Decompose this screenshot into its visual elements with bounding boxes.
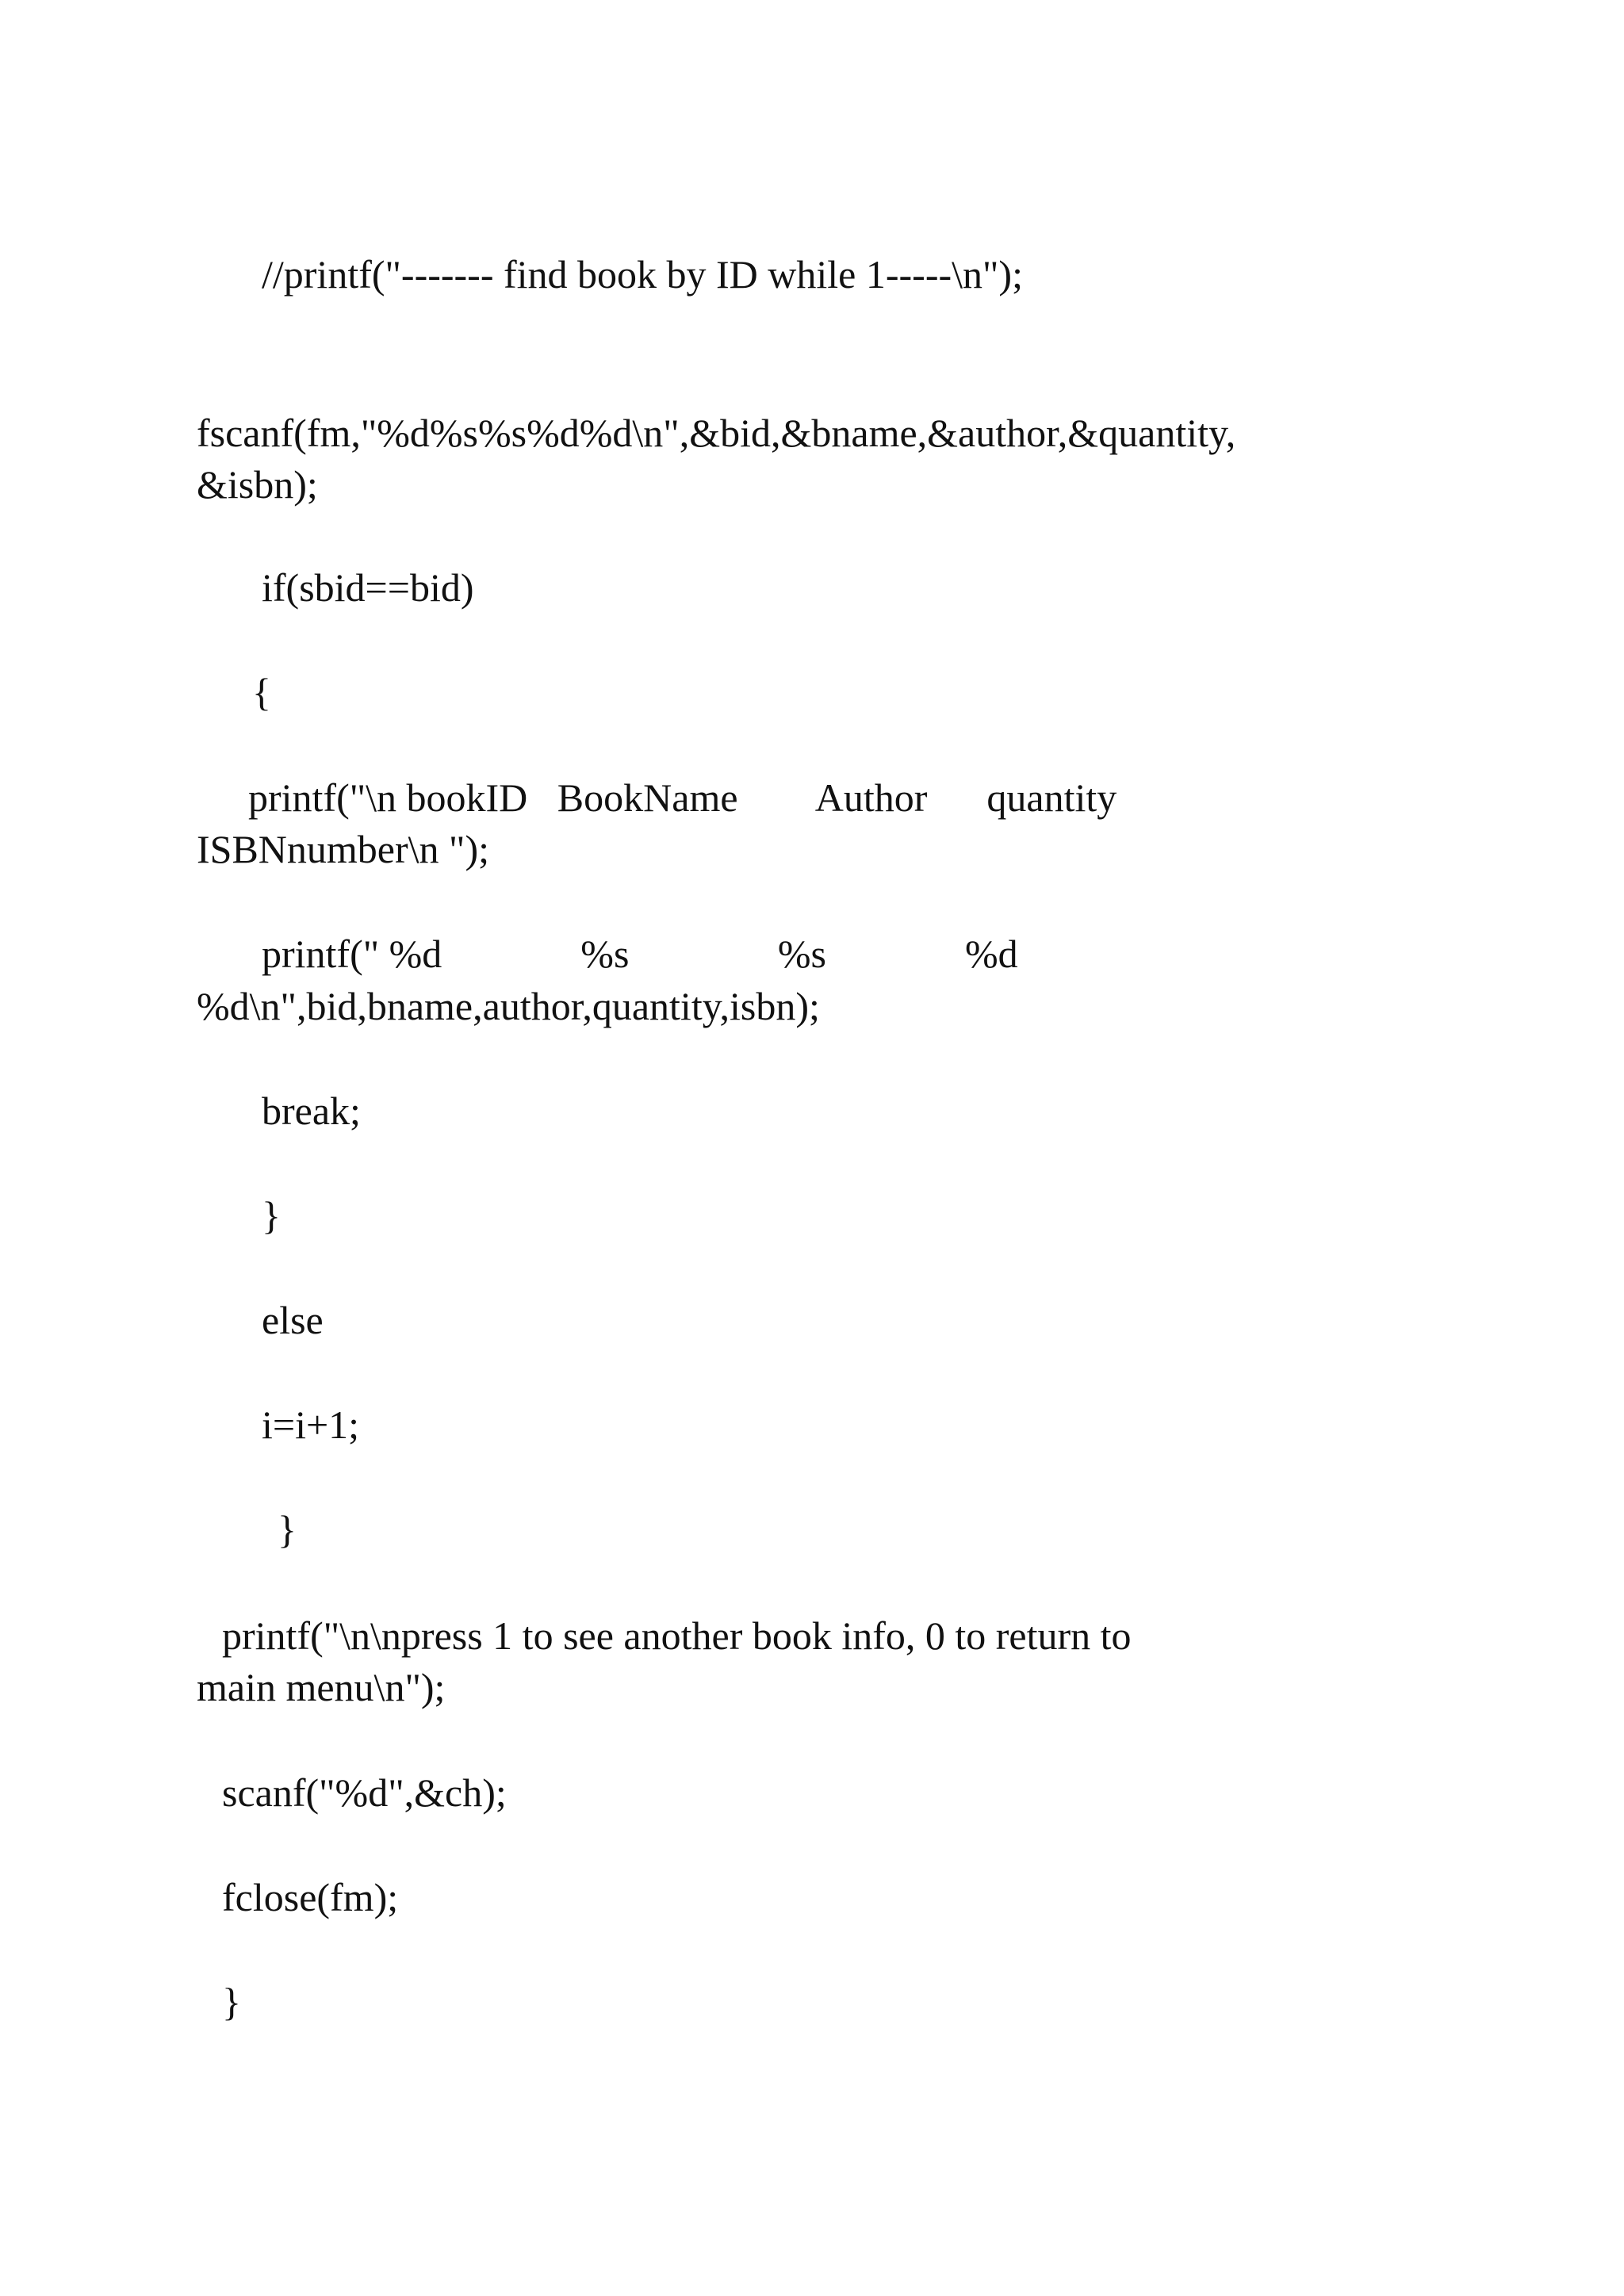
code-line: %d\n",bid,bname,author,quantity,isbn);	[197, 984, 820, 1028]
code-line: //printf("------- find book by ID while 1-----\n");	[262, 252, 1023, 297]
code-line: break;	[262, 1089, 361, 1133]
code-line: }	[222, 1980, 241, 2024]
code-line: printf(" %d %s %s %d	[262, 932, 1018, 976]
code-line: &isbn);	[197, 462, 318, 507]
code-line: }	[278, 1507, 297, 1552]
code-line: fscanf(fm,"%d%s%s%d%d\n",&bid,&bname,&author,&quantity,	[197, 411, 1236, 455]
code-line: main menu\n");	[197, 1665, 446, 1709]
code-line: }	[262, 1193, 281, 1238]
code-line: fclose(fm);	[222, 1875, 399, 1919]
code-line: else	[262, 1298, 324, 1342]
code-line: i=i+1;	[262, 1402, 360, 1447]
code-line: {	[252, 670, 271, 714]
code-line: if(sbid==bid)	[262, 565, 474, 610]
code-line: printf("\n bookID BookName Author quantity	[248, 775, 1117, 820]
code-line: printf("\n\npress 1 to see another book info, 0 to return to	[222, 1613, 1132, 1658]
code-line: scanf("%d",&ch);	[222, 1770, 507, 1815]
code-line: ISBNnumber\n ");	[197, 827, 489, 871]
